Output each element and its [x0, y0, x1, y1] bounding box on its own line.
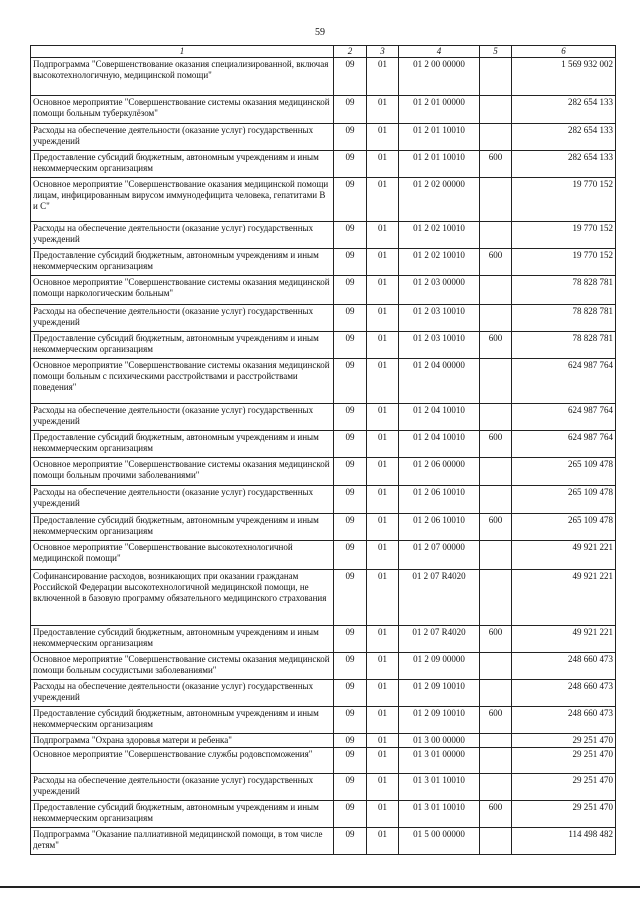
- row-ved-cell: 09: [334, 653, 367, 680]
- row-ved-cell: 09: [334, 828, 367, 855]
- row-ved-cell: 09: [334, 570, 367, 626]
- row-razd-cell: 01: [367, 404, 399, 431]
- table-row: [31, 774, 616, 801]
- row-vr-cell: 600: [480, 249, 512, 276]
- row-sum-cell: 624 987 764: [512, 431, 616, 458]
- row-razd-cell: 01: [367, 626, 399, 653]
- row-ved-cell: 09: [334, 305, 367, 332]
- row-sum-cell: 624 987 764: [512, 359, 616, 404]
- row-vr-cell: 600: [480, 151, 512, 178]
- table-row: [31, 222, 616, 249]
- table-row: [31, 332, 616, 359]
- row-razd-cell: 01: [367, 151, 399, 178]
- row-vr-cell: [480, 404, 512, 431]
- row-sum-cell: 49 921 221: [512, 626, 616, 653]
- header-col-csr: 4: [399, 46, 480, 58]
- row-csr-cell: 01 2 02 10010: [399, 249, 480, 276]
- row-csr-cell: 01 2 06 10010: [399, 486, 480, 514]
- row-name-cell: Предоставление субсидий бюджетным, автономным учреждениям и иным некоммерческим организациям: [31, 514, 334, 541]
- row-ved-cell: 09: [334, 178, 367, 222]
- row-csr-cell: 01 2 06 00000: [399, 458, 480, 486]
- row-name-cell: Подпрограмма "Оказание паллиативной медицинской помощи, в том числе детям": [31, 828, 334, 855]
- table-row: [31, 570, 616, 626]
- row-razd-cell: 01: [367, 276, 399, 305]
- row-vr-cell: [480, 748, 512, 774]
- row-csr-cell: 01 2 07 R4020: [399, 570, 480, 626]
- row-csr-cell: 01 3 01 10010: [399, 774, 480, 801]
- row-csr-cell: 01 5 00 00000: [399, 828, 480, 855]
- row-csr-cell: 01 2 07 R4020: [399, 626, 480, 653]
- row-sum-cell: 1 569 932 002: [512, 58, 616, 96]
- row-csr-cell: 01 2 04 00000: [399, 359, 480, 404]
- row-name-cell: Основное мероприятие "Совершенствование системы оказания медицинской помощи больным прочими заболеваниями": [31, 458, 334, 486]
- row-csr-cell: 01 2 00 00000: [399, 58, 480, 96]
- row-sum-cell: 282 654 133: [512, 151, 616, 178]
- row-name-cell: Предоставление субсидий бюджетным, автономным учреждениям и иным некоммерческим организациям: [31, 431, 334, 458]
- row-name-cell: Расходы на обеспечение деятельности (оказание услуг) государственных учреждений: [31, 774, 334, 801]
- row-ved-cell: 09: [334, 359, 367, 404]
- page-number: 59: [315, 27, 325, 38]
- table-row: [31, 653, 616, 680]
- row-vr-cell: [480, 458, 512, 486]
- row-razd-cell: 01: [367, 305, 399, 332]
- row-ved-cell: 09: [334, 404, 367, 431]
- table-row: [31, 734, 616, 748]
- row-name-cell: Расходы на обеспечение деятельности (оказание услуг) государственных учреждений: [31, 124, 334, 151]
- row-razd-cell: 01: [367, 249, 399, 276]
- row-ved-cell: 09: [334, 486, 367, 514]
- row-csr-cell: 01 2 02 10010: [399, 222, 480, 249]
- row-name-cell: Предоставление субсидий бюджетным, автономным учреждениям и иным некоммерческим организациям: [31, 707, 334, 734]
- row-name-cell: Софинансирование расходов, возникающих при оказании гражданам Российской Федерации высокотехнологичной медицинской помощи, не включенной в базовую программу обязательного медицинского страхования: [31, 570, 334, 626]
- row-ved-cell: 09: [334, 222, 367, 249]
- table-row: [31, 276, 616, 305]
- row-razd-cell: 01: [367, 514, 399, 541]
- table-row: [31, 828, 616, 855]
- row-razd-cell: 01: [367, 458, 399, 486]
- row-vr-cell: [480, 774, 512, 801]
- row-name-cell: Основное мероприятие "Совершенствование службы родовспоможения": [31, 748, 334, 774]
- row-razd-cell: 01: [367, 748, 399, 774]
- row-name-cell: Основное мероприятие "Совершенствование системы оказания медицинской помощи наркологическим больным": [31, 276, 334, 305]
- row-ved-cell: 09: [334, 58, 367, 96]
- row-name-cell: Подпрограмма "Охрана здоровья матери и ребенка": [31, 734, 334, 748]
- row-razd-cell: 01: [367, 707, 399, 734]
- row-ved-cell: 09: [334, 96, 367, 124]
- row-sum-cell: 265 109 478: [512, 458, 616, 486]
- page-bottom-rule: [0, 886, 640, 888]
- row-name-cell: Расходы на обеспечение деятельности (оказание услуг) государственных учреждений: [31, 404, 334, 431]
- row-csr-cell: 01 2 01 10010: [399, 124, 480, 151]
- budget-table: [30, 45, 616, 855]
- row-ved-cell: 09: [334, 626, 367, 653]
- table-row: [31, 748, 616, 774]
- table-row: [31, 514, 616, 541]
- row-razd-cell: 01: [367, 570, 399, 626]
- row-ved-cell: 09: [334, 734, 367, 748]
- row-vr-cell: 600: [480, 514, 512, 541]
- row-vr-cell: [480, 680, 512, 707]
- row-vr-cell: 600: [480, 332, 512, 359]
- row-razd-cell: 01: [367, 124, 399, 151]
- row-csr-cell: 01 2 03 10010: [399, 332, 480, 359]
- row-vr-cell: 600: [480, 707, 512, 734]
- row-razd-cell: 01: [367, 734, 399, 748]
- row-csr-cell: 01 2 06 10010: [399, 514, 480, 541]
- row-name-cell: Расходы на обеспечение деятельности (оказание услуг) государственных учреждений: [31, 680, 334, 707]
- row-name-cell: Расходы на обеспечение деятельности (оказание услуг) государственных учреждений: [31, 222, 334, 249]
- row-razd-cell: 01: [367, 96, 399, 124]
- row-csr-cell: 01 3 01 00000: [399, 748, 480, 774]
- row-ved-cell: 09: [334, 774, 367, 801]
- row-ved-cell: 09: [334, 748, 367, 774]
- row-vr-cell: 600: [480, 431, 512, 458]
- table-row: [31, 359, 616, 404]
- row-name-cell: Основное мероприятие "Совершенствование высокотехнологичной медицинской помощи": [31, 541, 334, 570]
- header-col-razd: 3: [367, 46, 399, 58]
- row-vr-cell: [480, 178, 512, 222]
- row-csr-cell: 01 3 00 00000: [399, 734, 480, 748]
- row-ved-cell: 09: [334, 707, 367, 734]
- row-csr-cell: 01 2 04 10010: [399, 431, 480, 458]
- row-name-cell: Основное мероприятие "Совершенствование системы оказания медицинской помощи больным сосудистыми заболеваниями": [31, 653, 334, 680]
- row-vr-cell: [480, 570, 512, 626]
- table-row: [31, 458, 616, 486]
- row-vr-cell: [480, 276, 512, 305]
- row-ved-cell: 09: [334, 276, 367, 305]
- row-csr-cell: 01 2 03 00000: [399, 276, 480, 305]
- row-csr-cell: 01 2 09 10010: [399, 707, 480, 734]
- table-header-row: [31, 46, 616, 58]
- row-razd-cell: 01: [367, 653, 399, 680]
- row-vr-cell: [480, 222, 512, 249]
- row-vr-cell: [480, 305, 512, 332]
- row-sum-cell: 265 109 478: [512, 514, 616, 541]
- row-sum-cell: 19 770 152: [512, 222, 616, 249]
- row-sum-cell: 29 251 470: [512, 801, 616, 828]
- row-name-cell: Предоставление субсидий бюджетным, автономным учреждениям и иным некоммерческим организациям: [31, 249, 334, 276]
- row-sum-cell: 78 828 781: [512, 305, 616, 332]
- row-sum-cell: 248 660 473: [512, 653, 616, 680]
- row-razd-cell: 01: [367, 541, 399, 570]
- row-name-cell: Расходы на обеспечение деятельности (оказание услуг) государственных учреждений: [31, 305, 334, 332]
- row-sum-cell: 282 654 133: [512, 124, 616, 151]
- row-sum-cell: 624 987 764: [512, 404, 616, 431]
- header-col-vr: 5: [480, 46, 512, 58]
- row-vr-cell: [480, 96, 512, 124]
- row-razd-cell: 01: [367, 431, 399, 458]
- table-row: [31, 305, 616, 332]
- row-ved-cell: 09: [334, 680, 367, 707]
- row-csr-cell: 01 2 01 10010: [399, 151, 480, 178]
- table-row: [31, 58, 616, 96]
- row-razd-cell: 01: [367, 486, 399, 514]
- row-ved-cell: 09: [334, 514, 367, 541]
- row-ved-cell: 09: [334, 332, 367, 359]
- table-row: [31, 486, 616, 514]
- row-csr-cell: 01 2 01 00000: [399, 96, 480, 124]
- row-sum-cell: 19 770 152: [512, 178, 616, 222]
- row-ved-cell: 09: [334, 801, 367, 828]
- row-sum-cell: 29 251 470: [512, 774, 616, 801]
- row-csr-cell: 01 2 09 00000: [399, 653, 480, 680]
- row-sum-cell: 282 654 133: [512, 96, 616, 124]
- row-sum-cell: 29 251 470: [512, 734, 616, 748]
- row-csr-cell: 01 2 09 10010: [399, 680, 480, 707]
- table-row: [31, 707, 616, 734]
- table-row: [31, 404, 616, 431]
- row-razd-cell: 01: [367, 801, 399, 828]
- row-razd-cell: 01: [367, 359, 399, 404]
- row-vr-cell: 600: [480, 626, 512, 653]
- row-sum-cell: 114 498 482: [512, 828, 616, 855]
- row-razd-cell: 01: [367, 332, 399, 359]
- row-ved-cell: 09: [334, 249, 367, 276]
- row-vr-cell: [480, 734, 512, 748]
- row-razd-cell: 01: [367, 178, 399, 222]
- row-ved-cell: 09: [334, 458, 367, 486]
- row-razd-cell: 01: [367, 222, 399, 249]
- row-razd-cell: 01: [367, 774, 399, 801]
- row-razd-cell: 01: [367, 58, 399, 96]
- row-name-cell: Предоставление субсидий бюджетным, автономным учреждениям и иным некоммерческим организациям: [31, 626, 334, 653]
- row-vr-cell: [480, 541, 512, 570]
- table-row: [31, 801, 616, 828]
- row-ved-cell: 09: [334, 431, 367, 458]
- row-sum-cell: 29 251 470: [512, 748, 616, 774]
- row-sum-cell: 49 921 221: [512, 570, 616, 626]
- table-row: [31, 178, 616, 222]
- row-sum-cell: 19 770 152: [512, 249, 616, 276]
- row-ved-cell: 09: [334, 541, 367, 570]
- header-col-ved: 2: [334, 46, 367, 58]
- table-row: [31, 626, 616, 653]
- row-name-cell: Предоставление субсидий бюджетным, автономным учреждениям и иным некоммерческим организациям: [31, 332, 334, 359]
- row-csr-cell: 01 2 03 10010: [399, 305, 480, 332]
- row-sum-cell: 78 828 781: [512, 276, 616, 305]
- row-sum-cell: 248 660 473: [512, 680, 616, 707]
- row-name-cell: Предоставление субсидий бюджетным, автономным учреждениям и иным некоммерческим организациям: [31, 151, 334, 178]
- row-csr-cell: 01 2 07 00000: [399, 541, 480, 570]
- row-sum-cell: 248 660 473: [512, 707, 616, 734]
- table-row: [31, 151, 616, 178]
- row-ved-cell: 09: [334, 151, 367, 178]
- header-col-sum: 6: [512, 46, 616, 58]
- row-name-cell: Основное мероприятие "Совершенствование системы оказания медицинской помощи больным с психическими расстройствами и расстройствами поведения": [31, 359, 334, 404]
- row-csr-cell: 01 3 01 10010: [399, 801, 480, 828]
- row-razd-cell: 01: [367, 828, 399, 855]
- row-name-cell: Основное мероприятие "Совершенствование системы оказания медицинской помощи больным туберкулёзом": [31, 96, 334, 124]
- row-vr-cell: [480, 828, 512, 855]
- row-csr-cell: 01 2 02 00000: [399, 178, 480, 222]
- row-name-cell: Расходы на обеспечение деятельности (оказание услуг) государственных учреждений: [31, 486, 334, 514]
- row-vr-cell: [480, 58, 512, 96]
- row-sum-cell: 49 921 221: [512, 541, 616, 570]
- row-vr-cell: [480, 359, 512, 404]
- row-vr-cell: [480, 653, 512, 680]
- row-sum-cell: 78 828 781: [512, 332, 616, 359]
- row-ved-cell: 09: [334, 124, 367, 151]
- table-row: [31, 541, 616, 570]
- row-razd-cell: 01: [367, 680, 399, 707]
- row-vr-cell: [480, 486, 512, 514]
- table-row: [31, 124, 616, 151]
- table-row: [31, 96, 616, 124]
- row-vr-cell: 600: [480, 801, 512, 828]
- row-vr-cell: [480, 124, 512, 151]
- row-name-cell: Подпрограмма "Совершенствование оказания специализированной, включая высокотехнологичную, медицинской помощи": [31, 58, 334, 96]
- row-csr-cell: 01 2 04 10010: [399, 404, 480, 431]
- row-name-cell: Основное мероприятие "Совершенствование оказания медицинской помощи лицам, инфицированным вирусом иммунодефицита человека, гепатитами В и С": [31, 178, 334, 222]
- row-sum-cell: 265 109 478: [512, 486, 616, 514]
- row-name-cell: Предоставление субсидий бюджетным, автономным учреждениям и иным некоммерческим организациям: [31, 801, 334, 828]
- table-row: [31, 431, 616, 458]
- table-row: [31, 680, 616, 707]
- header-col-name: 1: [31, 46, 334, 58]
- table-row: [31, 249, 616, 276]
